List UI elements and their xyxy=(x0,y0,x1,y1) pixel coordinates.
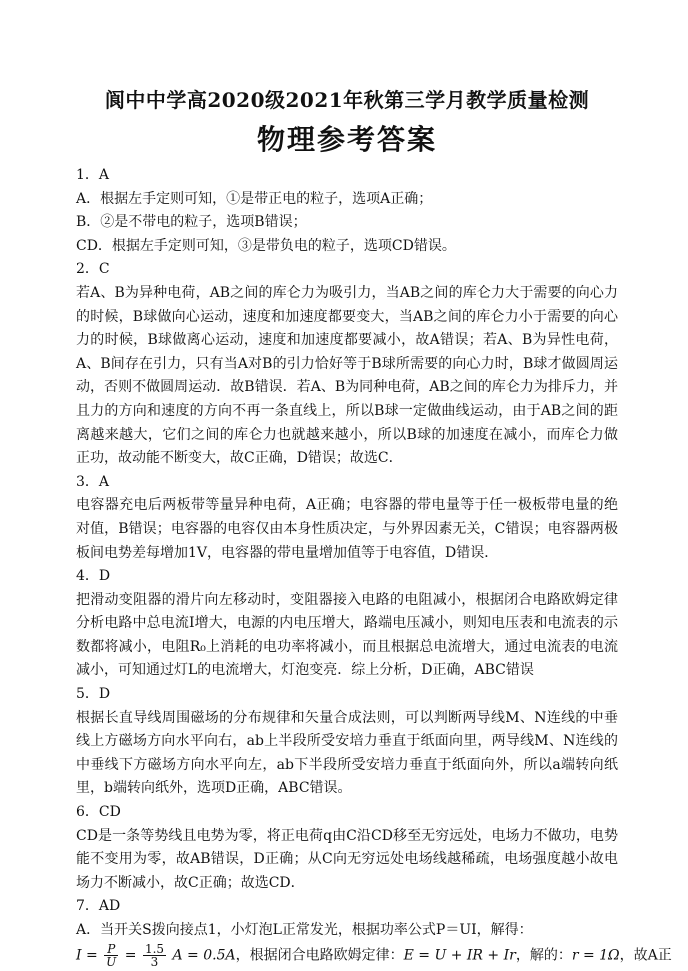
formula-tail-text: ，故A正 xyxy=(619,947,672,964)
answer-3-explanation: 电容器充电后两板带等量异种电荷，A正确；电容器的带电量等于任一极板带电量的绝对值，B错误；电容器的电容仅由本身性质决定，与外界因素无关，C错误；电容器两极板间电势差每增加1V，电容器的带电量增加值等于电容值，D错误． xyxy=(76,497,618,561)
formula-ohm-law: E = U + IR + Ir xyxy=(403,947,516,964)
fraction-p-over-u xyxy=(104,943,118,968)
answer-1-line-cd: CD．根据左手定则可知，③是带负电的粒子，选项CD错误。 xyxy=(76,237,456,254)
answer-4-explanation: 把滑动变阻器的滑片向左移动时，变阻器接入电路的电阻减小，根据闭合电路欧姆定律分析电路中总电流I增大，电源的内电压增大，路端电压减小，则知电压表和电流表的示数都将减小，电阻R₀上消耗的电功率将减小，而且根据总电流增大，通过电流表的电流减小，可知通过灯L的电流增大，灯泡变亮．综上分析，D正确，ABC错误 xyxy=(76,591,618,679)
formula-equals: = xyxy=(124,947,137,964)
answer-6-explanation: CD是一条等势线且电势为零，将正电荷q由C沿CD移至无穷远处，电场力不做功，电势能不变用为零，故AB错误，D正确；从C向无穷远处电场线越稀疏，电场强度越小故电场力不断减小，故C正确；故选CD． xyxy=(76,827,618,891)
formula-current-lhs: I = xyxy=(76,947,98,964)
answer-3-number: 3．A xyxy=(76,473,110,490)
answer-5-explanation: 根据长直导线周围磁场的分布规律和矢量合成法则，可以判断两导线M、N连线的中垂线上方磁场方向水平向右，ab上半段所受安培力垂直于纸面向里，两导线M、N连线的中垂线下方磁场方向水平向左，ab下半段所受安培力垂直于纸面向外，所以a端转向纸里，b端转向纸外，选项D正确，ABC错误。 xyxy=(76,709,618,797)
fraction-denominator: U xyxy=(106,954,117,969)
formula-result: A = 0.5A xyxy=(172,947,236,964)
fraction-values xyxy=(143,943,166,968)
formula-resistance-result: r = 1Ω xyxy=(571,947,620,964)
fraction-numerator: P xyxy=(104,943,118,956)
answer-1-line-a: A．根据左手定则可知，①是带正电的粒子，选项A正确； xyxy=(76,190,433,207)
fraction-denominator-value: 3 xyxy=(150,954,159,969)
formula-connector-text: ，根据闭合电路欧姆定律： xyxy=(235,947,404,964)
fraction-numerator-value: 1.5 xyxy=(144,941,165,956)
answer-7-line-a: A．当开关S拨向接点1，小灯泡L正常发光，根据功率公式P＝UI，解得： xyxy=(76,922,533,938)
answer-1-number: 1．A xyxy=(76,167,110,183)
answer-7-number: 7．AD xyxy=(76,898,121,915)
answer-4-number: 4．D xyxy=(76,568,111,585)
document-title: 物理参考答案 xyxy=(256,123,437,156)
school-exam-title: 阆中中学高2020级2021年秋第三学月教学质量检测 xyxy=(104,88,590,112)
answer-2-explanation: 若A、B为异种电荷，AB之间的库仑力为吸引力，当AB之间的库仑力大于需要的向心力的时候，B球做向心运动，速度和加速度都要变大，当AB之间的库仑力小于需要的向心力的时候，B球做离心运动，速度和加速度都要减小，故A错误；若A、B为异性电荷，A、B间存在引力，只有当A对B的引力恰好等于B球所需要的向心力时，B球才做圆周运动，否则不做圆周运动．故B错误．若A、B为同种电荷，AB之间的库仑力为排斥力，并且力的方向和速度的方向不再一条直线上，所以B球一定做曲线运动，由于AB之间的距离越来越大，它们之间的库仑力也就越来越小，所以B球的加速度在减小，而库仑力做正功，故动能不断变大，故C正确，D错误；故选C． xyxy=(76,284,618,467)
answer-5-number: 5．D xyxy=(76,686,111,703)
formula-solve-text: ，解的： xyxy=(515,947,572,964)
answer-7-formula-line xyxy=(76,941,672,969)
answer-1-line-b: B．②是不带电的粒子，选项B错误； xyxy=(76,214,307,231)
answer-2-number: 2．C xyxy=(76,261,110,278)
answer-6-number: 6．CD xyxy=(76,804,121,821)
